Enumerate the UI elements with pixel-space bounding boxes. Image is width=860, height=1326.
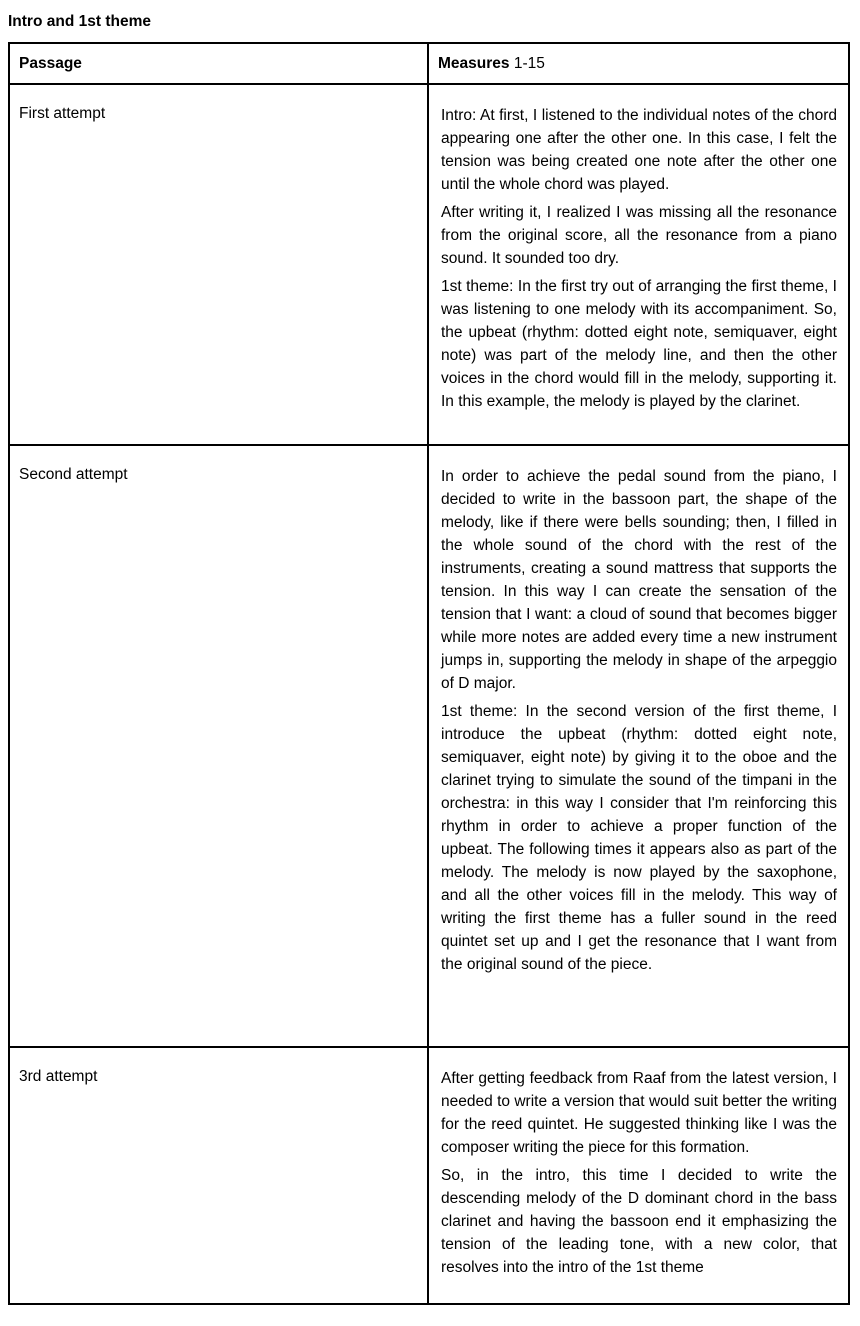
table-row-first-attempt <box>9 84 849 445</box>
passage-label-first-attempt: First attempt <box>9 84 428 445</box>
section-heading: Intro and 1st theme <box>8 13 151 30</box>
table-row-3rd-attempt <box>9 1047 849 1304</box>
passage-label-second-attempt: Second attempt <box>9 445 428 1047</box>
paragraph: Intro: At first, I listened to the individual notes of the chord appearing one after the other one. In this case, I felt the tension was being created one note after the other one until the whole chord was played. <box>441 107 837 193</box>
passage-label-3rd-attempt: 3rd attempt <box>9 1047 428 1304</box>
paragraph: 1st theme: In the first try out of arranging the first theme, I was listening to one melody with its accompaniment. So, the upbeat (rhythm: dotted eight note, semiquaver, eight note) was part of the melody line, and then the other voices in the chord would fill in the melody, supporting it. In this example, the melody is played by the clarinet. <box>441 278 837 410</box>
table-header-row <box>9 43 849 84</box>
paragraph: So, in the intro, this time I decided to write the descending melody of the D dominant chord in the bass clarinet and having the bassoon end it emphasizing the tension of the leading tone, with a new color, that resolves into the intro of the 1st theme <box>441 1167 837 1276</box>
measures-label: Measures <box>438 55 510 72</box>
measures-content-3rd-attempt <box>428 1047 849 1304</box>
paragraph: In order to achieve the pedal sound from the piano, I decided to write in the bassoon part, the shape of the melody, like if there were bells sounding; then, I filled in the whole sound of the chord with the rest of the instruments, creating a sound mattress that supports the tension. In this way I can create the sensation of the tension that I want: a cloud of sound that becomes bigger while more notes are added every time a new instrument jumps in, supporting the melody in shape of the arpeggio of D major. <box>441 468 837 692</box>
table-row-second-attempt <box>9 445 849 1047</box>
measures-range: 1-15 <box>513 55 545 72</box>
column-header-measures <box>428 43 849 84</box>
notes-table <box>8 42 850 1305</box>
paragraph: 1st theme: In the second version of the first theme, I introduce the upbeat (rhythm: dotted eight note, semiquaver, eight note) by giving it to the oboe and the clarinet trying to simulate the sound of the timpani in the orchestra: in this way I consider that I'm reinforcing this rhythm in order to achieve a proper function of the upbeat. The following times it appears also as part of the melody. The melody is now played by the saxophone, and all the other voices fill in the melody. This way of writing the first theme has a fuller sound in the reed quintet set up and I get the resonance that I want from the original sound of the piece. <box>441 703 837 973</box>
paragraph: After writing it, I realized I was missing all the resonance from the original score, all the resonance from a piano sound. It sounded too dry. <box>441 204 837 267</box>
column-header-passage: Passage <box>9 43 428 84</box>
measures-content-first-attempt <box>428 84 849 445</box>
paragraph: After getting feedback from Raaf from the latest version, I needed to write a version that would suit better the writing for the reed quintet. He suggested thinking like I was the composer writing the piece for this formation. <box>441 1070 837 1156</box>
measures-content-second-attempt <box>428 445 849 1047</box>
